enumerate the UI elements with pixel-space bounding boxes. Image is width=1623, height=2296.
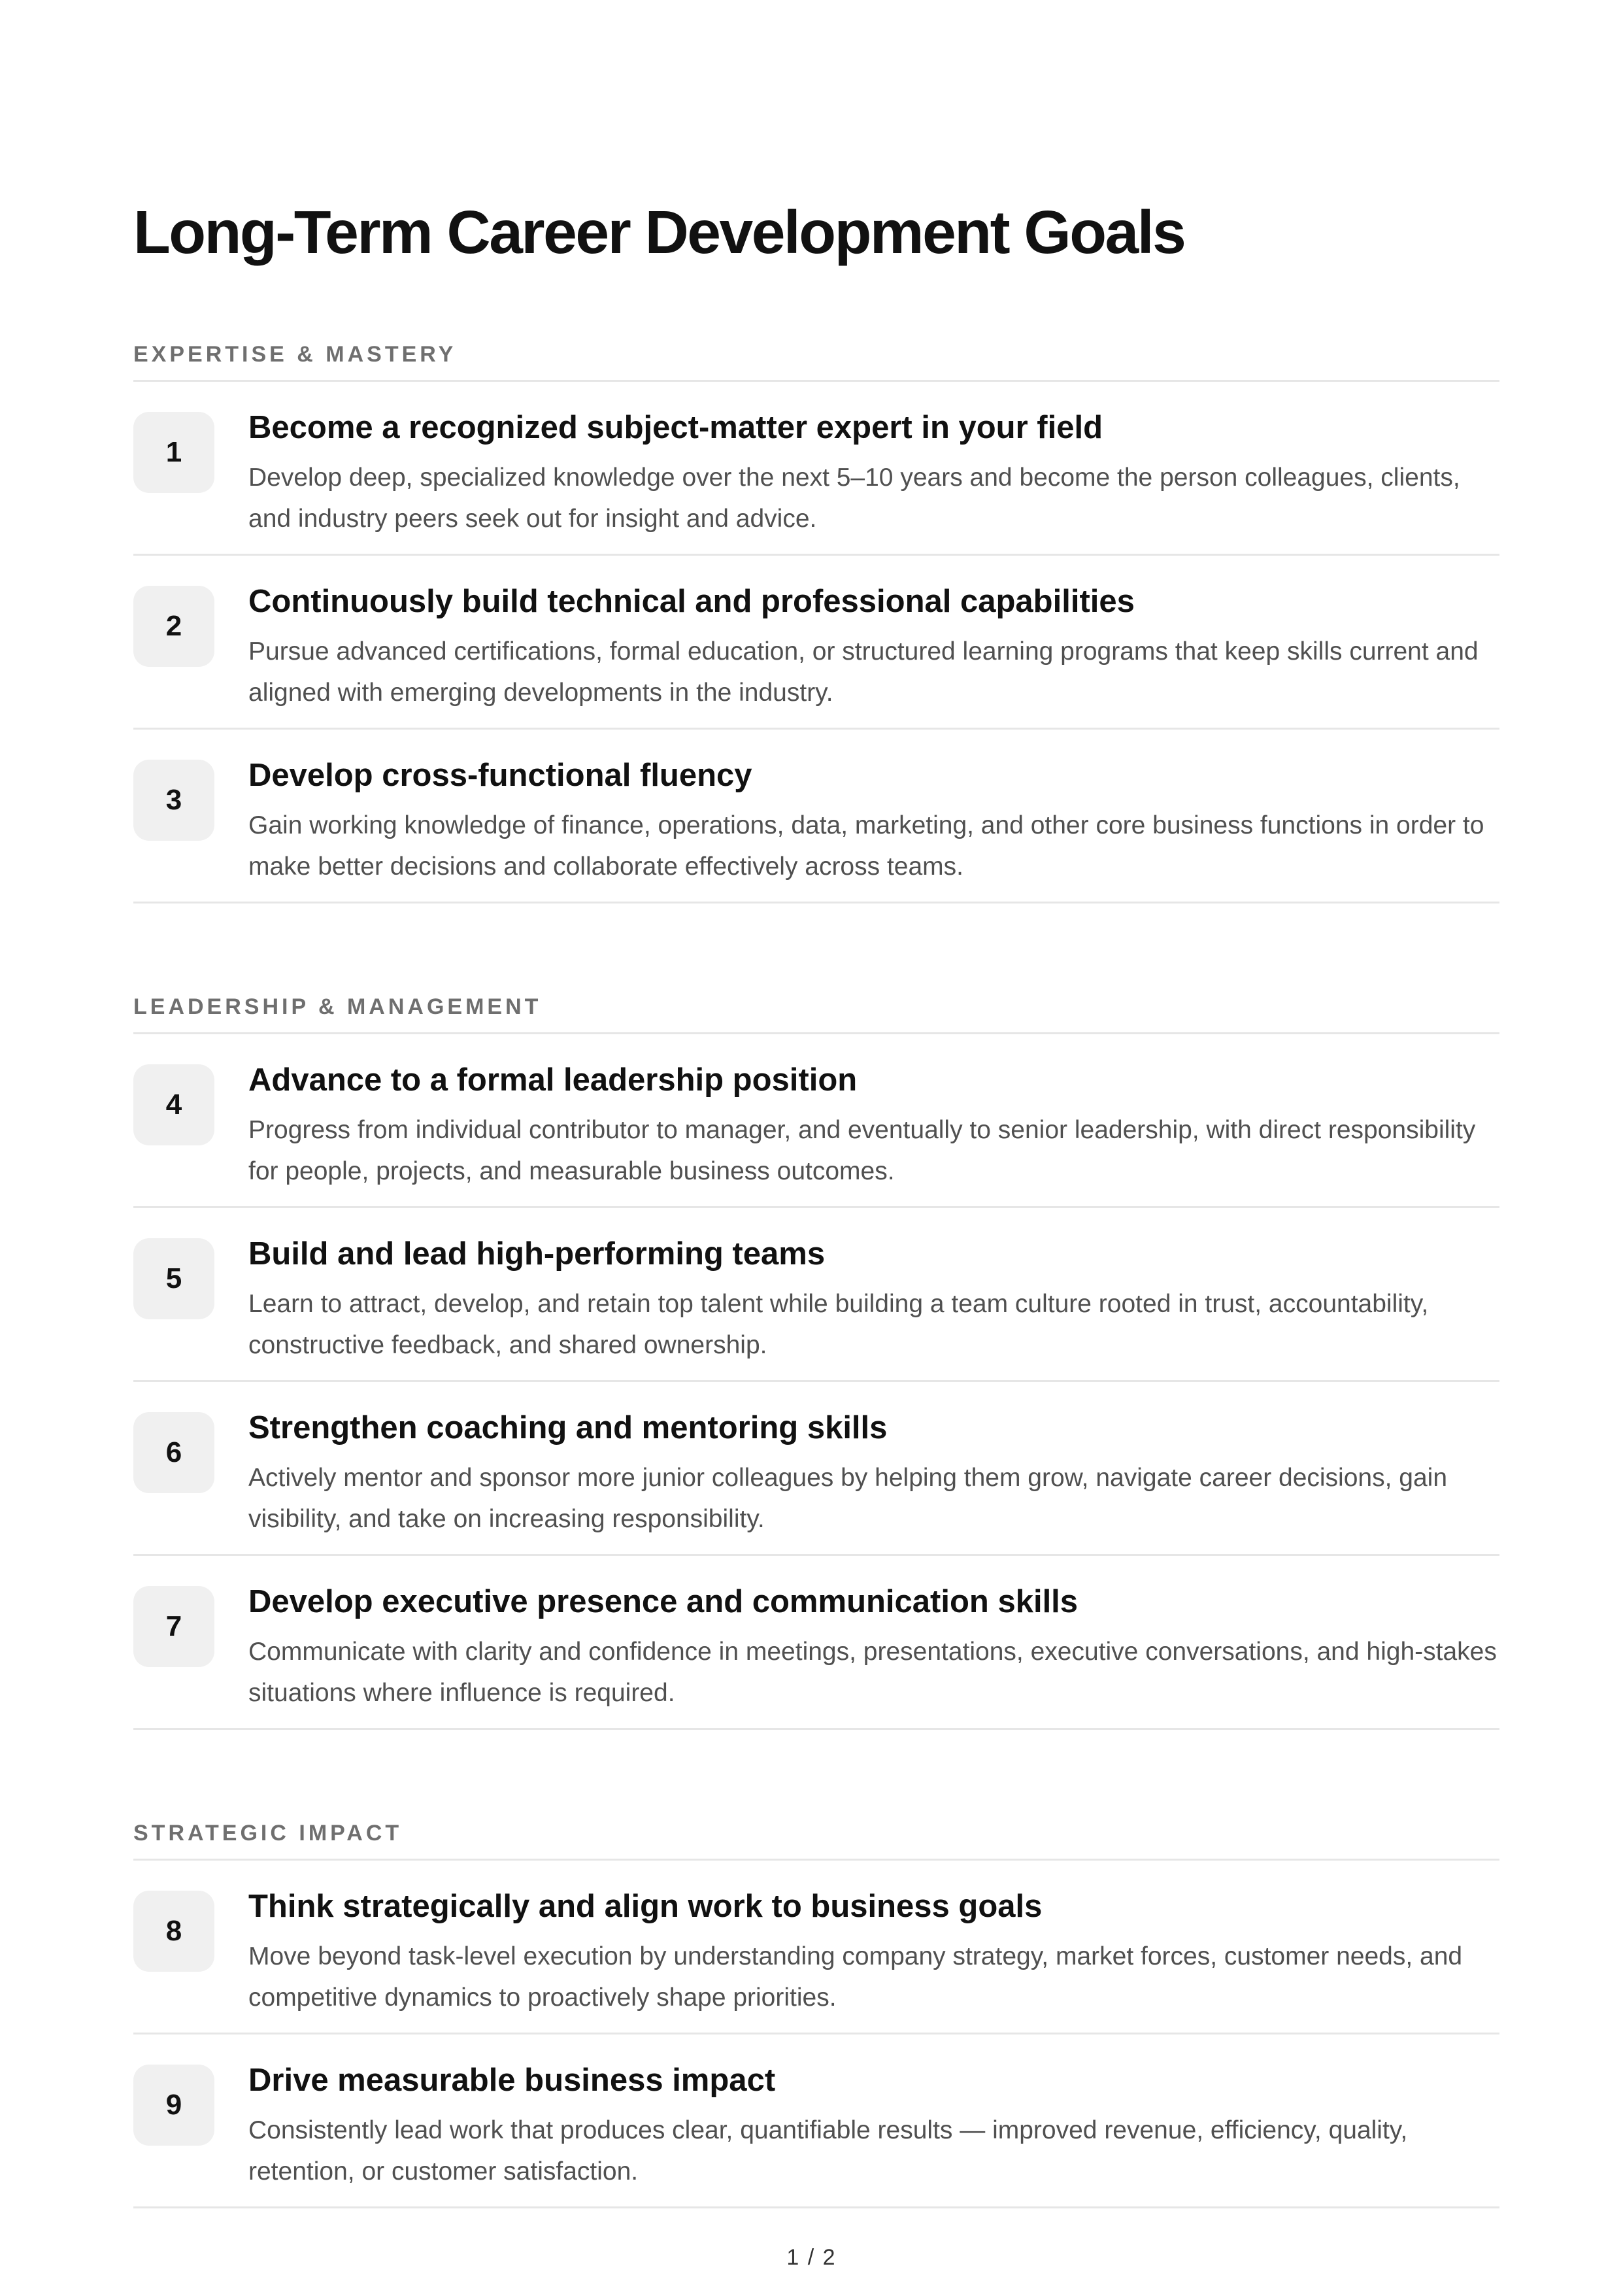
goal-number-badge: 7: [133, 1586, 214, 1667]
goal-body: [248, 1408, 1499, 1540]
goal-body: [248, 1887, 1499, 2018]
goal-description: Move beyond task-level execution by understanding company strategy, market forces, customer needs, and competitive dynamics to proactively shape priorities.: [248, 1942, 1463, 2012]
goal-title: Develop cross-functional fluency: [248, 758, 752, 793]
goal-description: Gain working knowledge of finance, operations, data, marketing, and other core business functions in order to make better decisions and collaborate effectively across teams.: [248, 811, 1484, 881]
goal-item: [133, 1556, 1499, 1730]
goal-item: [133, 730, 1499, 903]
goal-title: Drive measurable business impact: [248, 2063, 776, 2098]
goal-title: Develop executive presence and communication skills: [248, 1584, 1079, 1619]
goal-description: Develop deep, specialized knowledge over the next 5–10 years and become the person colleagues, clients, and industry peers seek out for insight and advice.: [248, 464, 1460, 533]
section-heading: STRATEGIC IMPACT: [133, 1814, 1499, 1861]
goal-number-badge: 6: [133, 1412, 214, 1493]
goal-item: [133, 1034, 1499, 1208]
goal-description: Progress from individual contributor to manager, and eventually to senior leadership, with direct responsibility for people, projects, and measurable business outcomes.: [248, 1116, 1476, 1185]
section-heading: LEADERSHIP & MANAGEMENT: [133, 987, 1499, 1034]
goal-item: [133, 2034, 1499, 2208]
goal-item: [133, 1208, 1499, 1382]
goal-body: [248, 1234, 1499, 1366]
page-title: Long-Term Career Development Goals: [133, 198, 1185, 266]
goal-item: [133, 1861, 1499, 2034]
goal-title: Continuously build technical and professional capabilities: [248, 584, 1135, 619]
goal-body: [248, 756, 1499, 887]
section-heading: EXPERTISE & MASTERY: [133, 335, 1499, 382]
goal-body: [248, 408, 1499, 539]
goal-body: [248, 582, 1499, 713]
goal-item: [133, 382, 1499, 556]
goal-body: [248, 1060, 1499, 1192]
goal-title: Strengthen coaching and mentoring skills: [248, 1410, 888, 1445]
goal-title: Become a recognized subject-matter expert in your field: [248, 410, 1103, 445]
goal-title: Build and lead high-performing teams: [248, 1236, 826, 1272]
goal-title: Advance to a formal leadership position: [248, 1062, 858, 1098]
goal-number-badge: 4: [133, 1064, 214, 1145]
goal-item: [133, 556, 1499, 730]
goal-title: Think strategically and align work to business goals: [248, 1889, 1043, 1924]
goal-description: Learn to attract, develop, and retain top talent while building a team culture rooted in trust, accountability, constructive feedback, and shared ownership.: [248, 1290, 1429, 1359]
goal-item: [133, 1382, 1499, 1556]
goal-number-badge: 3: [133, 760, 214, 841]
goal-number-badge: 1: [133, 412, 214, 493]
goal-number-badge: 8: [133, 1891, 214, 1972]
section-expertise-mastery: [133, 335, 1499, 903]
goal-description: Actively mentor and sponsor more junior colleagues by helping them grow, navigate career decisions, gain visibility, and take on increasing responsibility.: [248, 1464, 1448, 1533]
goal-body: [248, 2061, 1499, 2192]
section-strategic-impact: [133, 1814, 1499, 2208]
page-number: 1 / 2: [786, 2245, 837, 2270]
goal-description: Consistently lead work that produces clear, quantifiable results — improved revenue, efficiency, quality, retention, or customer satisfaction.: [248, 2116, 1408, 2186]
goal-description: Communicate with clarity and confidence in meetings, presentations, executive conversations, and high-stakes situations where influence is required.: [248, 1638, 1497, 1707]
goal-number-badge: 2: [133, 586, 214, 667]
section-leadership-management: [133, 987, 1499, 1730]
goal-body: [248, 1582, 1499, 1714]
goal-number-badge: 5: [133, 1238, 214, 1319]
goal-description: Pursue advanced certifications, formal education, or structured learning programs that keep skills current and aligned with emerging developments in the industry.: [248, 637, 1479, 707]
goal-number-badge: 9: [133, 2065, 214, 2146]
